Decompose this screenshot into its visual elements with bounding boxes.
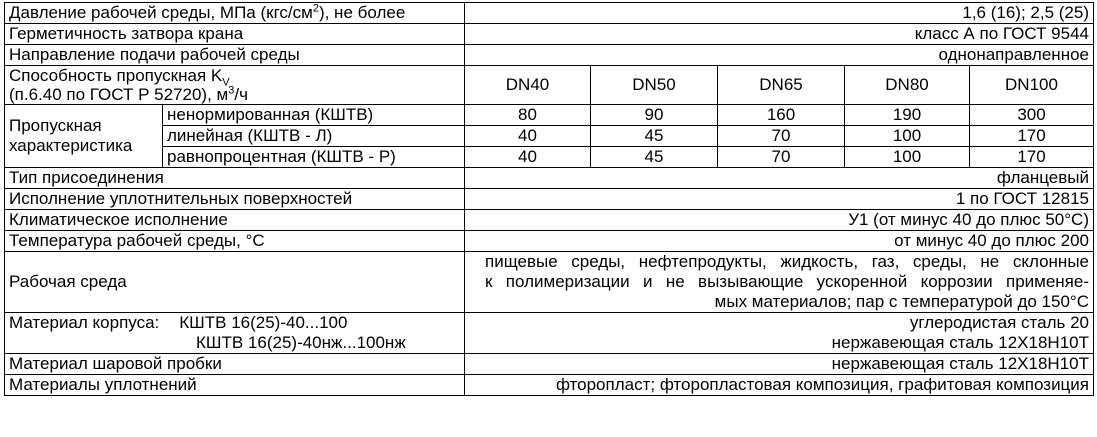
dn-header: DN50 [591, 66, 718, 105]
medium-label: Рабочая среда [5, 252, 465, 313]
row-throughput-2 [5, 126, 1094, 147]
dn-header: DN40 [465, 66, 591, 105]
tightness-value: класс А по ГОСТ 9544 [465, 24, 1094, 45]
climate-value: У1 (от минус 40 до плюс 50°С) [465, 210, 1094, 231]
throughput-value: 80 [465, 105, 591, 126]
throughput-value: 100 [845, 147, 970, 168]
tightness-label: Герметичность затвора крана [5, 24, 465, 45]
throughput-value: 45 [591, 126, 718, 147]
direction-value: однонаправленное [465, 45, 1094, 66]
throughput-value: 190 [845, 105, 970, 126]
temperature-label: Температура рабочей среды, °С [5, 231, 465, 252]
pressure-value: 1,6 (16); 2,5 (25) [465, 3, 1094, 24]
body-material-value: углеродистая сталь 20 нержавеющая сталь 12Х18Н10Т [465, 313, 1094, 354]
throughput-value: 170 [970, 147, 1094, 168]
body-material-label: Материал корпуса: КШТВ 16(25)-40...100 КШТВ 16(25)-40нж...100нж [5, 313, 465, 354]
throughput-value: 170 [970, 126, 1094, 147]
ball-material-label: Материал шаровой пробки [5, 354, 465, 375]
row-sealing-surfaces [5, 189, 1094, 210]
throughput-type: линейная (КШТВ - Л) [163, 126, 465, 147]
row-medium [5, 252, 1094, 313]
throughput-value: 40 [465, 147, 591, 168]
seal-material-label: Материалы уплотнений [5, 375, 465, 396]
row-pressure [5, 3, 1094, 24]
dn-header: DN65 [718, 66, 845, 105]
throughput-value: 160 [718, 105, 845, 126]
row-throughput-1 [5, 105, 1094, 126]
connection-value: фланцевый [465, 168, 1094, 189]
direction-label: Направление подачи рабочей среды [5, 45, 465, 66]
pressure-label: Давление рабочей среды, МПа $(кгс/см^2)$, не более [5, 3, 465, 24]
climate-label: Климатическое исполнение [5, 210, 465, 231]
row-body-material [5, 313, 1094, 354]
throughput-value: 300 [970, 105, 1094, 126]
throughput-value: 45 [591, 147, 718, 168]
capacity-label: Способность пропускная $K_V$ (п.6.40 по ГОСТ Р 52720), $м^3/ч$ [5, 66, 465, 105]
row-direction [5, 45, 1094, 66]
row-climate [5, 210, 1094, 231]
throughput-value: 90 [591, 105, 718, 126]
temperature-value: от минус 40 до плюс 200 [465, 231, 1094, 252]
row-connection [5, 168, 1094, 189]
row-tightness [5, 24, 1094, 45]
throughput-type: ненормированная (КШТВ) [163, 105, 465, 126]
seal-material-value: фторопласт; фторопластовая композиция, графитовая композиция [465, 375, 1094, 396]
sealing-surfaces-value: 1 по ГОСТ 12815 [465, 189, 1094, 210]
throughput-value: 100 [845, 126, 970, 147]
row-throughput-3 [5, 147, 1094, 168]
dn-header: DN80 [845, 66, 970, 105]
row-seal-material [5, 375, 1094, 396]
medium-value: пищевые среды, нефтепродукты, жидкость, газ, среды, не склонные к полимеризации и не вызывающие ускоренной коррозии применяе- мых материалов; пар с температурой до 150°С [465, 252, 1094, 313]
throughput-value: 40 [465, 126, 591, 147]
throughput-label: Пропускная характеристика [5, 105, 163, 168]
ball-material-value: нержавеющая сталь 12Х18Н10Т [465, 354, 1094, 375]
sealing-surfaces-label: Исполнение уплотнительных поверхностей [5, 189, 465, 210]
row-capacity [5, 66, 1094, 105]
connection-label: Тип присоединения [5, 168, 465, 189]
row-temperature [5, 231, 1094, 252]
throughput-type: равнопроцентная (КШТВ - Р) [163, 147, 465, 168]
throughput-value: 70 [718, 126, 845, 147]
dn-header: DN100 [970, 66, 1094, 105]
throughput-value: 70 [718, 147, 845, 168]
row-ball-material [5, 354, 1094, 375]
specification-table [4, 2, 1094, 396]
